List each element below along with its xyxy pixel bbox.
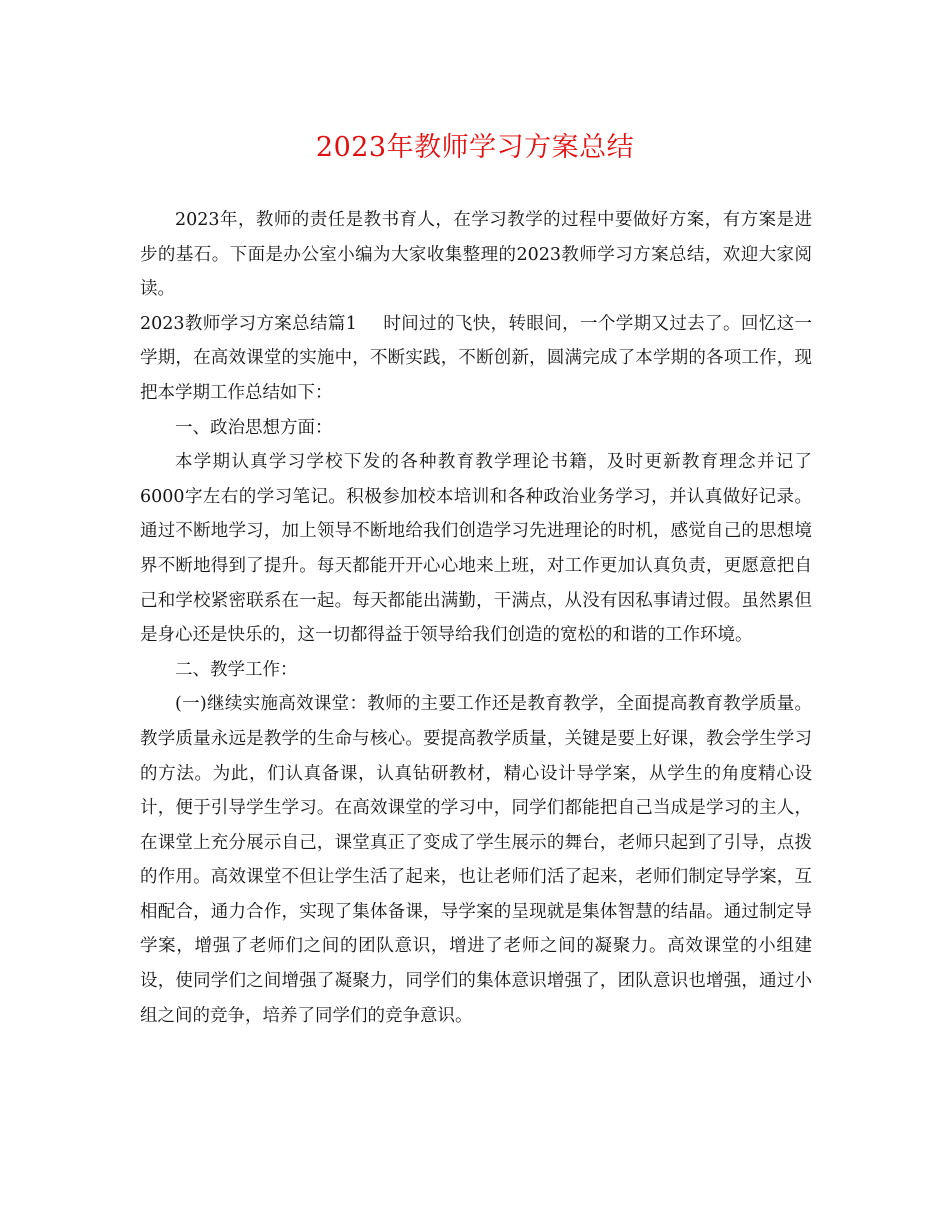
- section1-paragraph: [140, 307, 812, 411]
- part1-heading: 一、政治思想方面：: [175, 417, 333, 438]
- intro-paragraph: 2023年，教师的责任是教书育人，在学习教学的过程中要做好方案，有方案是进步的基石。下面是办公室小编为大家收集整理的2023教师学习方案总结，欢迎大家阅读。: [140, 210, 812, 300]
- document-body: [140, 203, 812, 1033]
- document-title: 2023年教师学习方案总结: [315, 132, 635, 163]
- section1-heading: 2023教师学习方案总结篇1: [140, 313, 357, 334]
- part2-heading: 二、教学工作：: [175, 659, 298, 680]
- part2-paragraph: (一)继续实施高效课堂：教师的主要工作还是教育教学，全面提高教育教学质量。教学质量永远是教学的生命与核心。要提高教学质量，关键是要上好课，教会学生学习的方法。为此，们认真备课，认真钻研教材，精心设计导学案，从学生的角度精心设计，便于引导学生学习。在高效课堂的学习中，同学们都能把自己当成是学习的主人，在课堂上充分展示自己，课堂真正了变成了学生展示的舞台，老师只起到了引导，点拨的作用。高效课堂不但让学生活了起来，也让老师们活了起来，老师们制定导学案，互相配合，通力合作，实现了集体备课，导学案的呈现就是集体智慧的结晶。通过制定导学案，增强了老师们之间的团队意识，增进了老师之间的凝聚力。高效课堂的小组建设，使同学们之间增强了凝聚力，同学们的集体意识增强了，团队意识也增强，通过小组之间的竞争，培养了同学们的竞争意识。: [140, 694, 812, 1026]
- section1-text: 时间过的飞快，转眼间，一个学期又过去了。回忆这一学期，在高效课堂的实施中，不断实践，不断创新，圆满完成了本学期的各项工作，现把本学期工作总结如下：: [140, 313, 813, 403]
- part1-paragraph: 本学期认真学习学校下发的各种教育教学理论书籍，及时更新教育理念并记了6000字左右的学习笔记。积极参加校本培训和各种政治业务学习，并认真做好记录。通过不断地学习，加上领导不断地给我们创造学习先进理论的时机，感觉自己的思想境界不断地得到了提升。每天都能开开心心地来上班，对工作更加认真负责，更愿意把自己和学校紧密联系在一起。每天都能出满勤，干满点，从没有因私事请过假。虽然累但是身心还是快乐的，这一切都得益于领导给我们创造的宽松的和谐的工作环境。: [140, 452, 812, 646]
